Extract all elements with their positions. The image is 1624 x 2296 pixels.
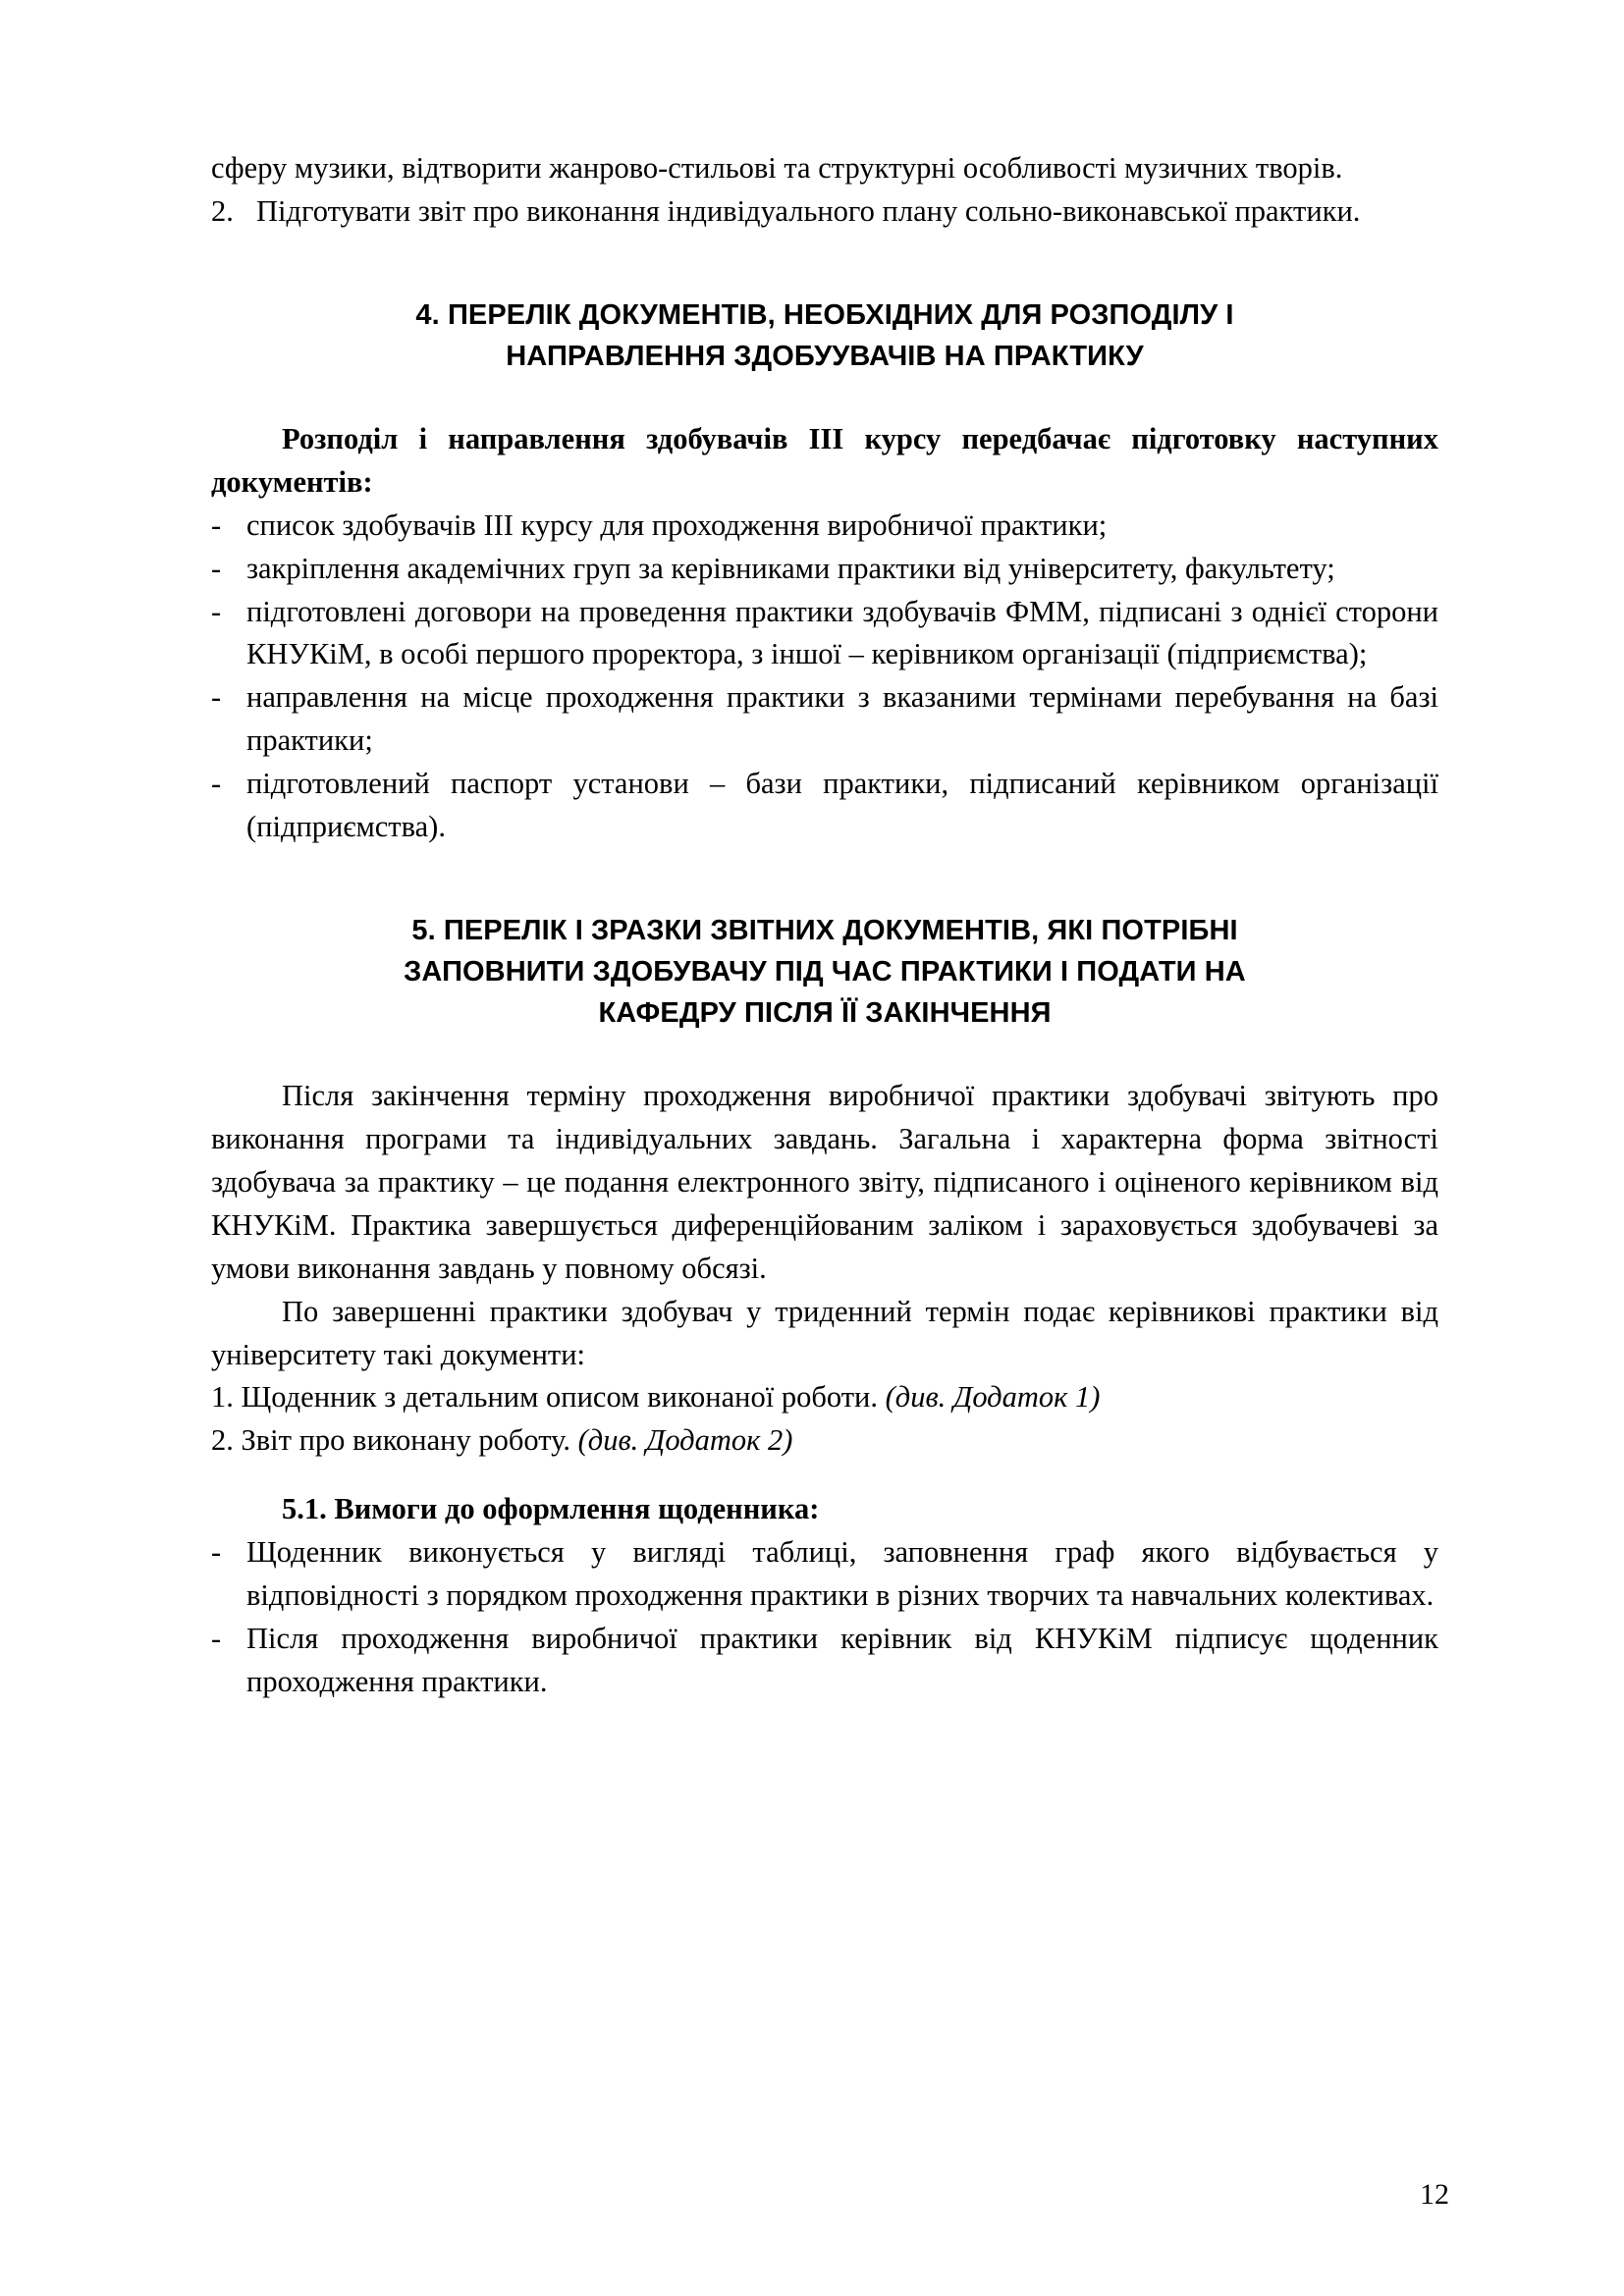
list-item: [211, 505, 1438, 548]
section-4-list: [211, 505, 1438, 849]
dash-bullet-icon: -: [211, 594, 222, 628]
section-5-heading-line2: ЗАПОВНИТИ ЗДОБУВАЧУ ПІД ЧАС ПРАКТИКИ І ПОДАТИ НА: [404, 956, 1246, 988]
list-item: [211, 190, 1438, 234]
section-4-lead: Розподіл і направлення здобувачів ІІІ курсу передбачає підготовку наступних документів:: [211, 421, 1438, 499]
list-item: [211, 591, 1438, 677]
list-item-label: Щоденник виконується у вигляді таблиці, заповнення граф якого відбувається у відповідності з порядком проходження практики в різних творчих та навчальних колективах.: [246, 1535, 1438, 1613]
subsection-5-1-title: 5.1. Вимоги до оформлення щоденника:: [282, 1492, 820, 1526]
section-5-heading: [211, 910, 1438, 1034]
dash-bullet-icon: -: [211, 507, 222, 542]
section-5-paragraph-2: По завершенні практики здобувач у триденний термін подає керівникові практики від університету такі документи:: [211, 1294, 1438, 1371]
subsection-5-1-list: [211, 1531, 1438, 1704]
section-4-heading-line1: 4. ПЕРЕЛІК ДОКУМЕНТІВ, НЕОБХІДНИХ ДЛЯ РОЗПОДІЛУ І: [415, 298, 1234, 331]
section-5-heading-line1: 5. ПЕРЕЛІК І ЗРАЗКИ ЗВІТНИХ ДОКУМЕНТІВ, ЯКІ ПОТРІБНІ: [411, 914, 1238, 946]
list-item: [211, 548, 1438, 591]
page-content: [211, 147, 1438, 1704]
list-item-label: направлення на місце проходження практики з вказаними термінами перебування на базі практики;: [246, 680, 1438, 758]
numbered-item-1-text: 1. Щоденник з детальним описом виконаної роботи.: [211, 1380, 886, 1415]
list-item: [211, 676, 1438, 763]
list-item-label: Підготувати звіт про виконання індивідуального плану сольно-виконавської практики.: [256, 193, 1361, 228]
dash-bullet-icon: -: [211, 1535, 222, 1570]
section-5-numbered-item-1: [211, 1376, 1438, 1419]
list-item: [211, 1618, 1438, 1704]
section-4-heading-line2: НАПРАВЛЕННЯ ЗДОБУУВАЧІВ НА ПРАКТИКУ: [506, 340, 1144, 372]
top-numbered-list: [211, 190, 1438, 234]
section-5-numbered-item-2: [211, 1419, 1438, 1463]
section-4-heading: [211, 294, 1438, 377]
list-item: [211, 1531, 1438, 1618]
numbered-item-1-note: (див. Додаток 1): [885, 1380, 1101, 1415]
dash-bullet-icon: -: [211, 680, 222, 715]
numbered-item-2-note: (див. Додаток 2): [577, 1423, 793, 1458]
list-item-number: 2.: [211, 193, 234, 228]
dash-bullet-icon: -: [211, 1621, 222, 1655]
list-item-label: закріплення академічних груп за керівниками практики від університету, факультету;: [246, 551, 1335, 585]
page-number: 12: [1420, 2178, 1449, 2211]
list-item: [211, 763, 1438, 849]
list-item-label: список здобувачів ІІІ курсу для проходження виробничої практики;: [246, 507, 1108, 542]
dash-bullet-icon: -: [211, 551, 222, 585]
section-5-paragraph-1: Після закінчення терміну проходження виробничої практики здобувачі звітують про виконання програми та індивідуальних завдань. Загальна і характерна форма звітності здобувача за практику – це подання електронного звіту, підписаного і оціненого керівником від КНУКіМ. Практика завершується диференційованим заліком і зараховується здобувачеві за умови виконання завдань у повному обсязі.: [211, 1079, 1438, 1285]
list-item-label: підготовлені договори на проведення практики здобувачів ФММ, підписані з однієї сторони КНУКіМ, в особі першого проректора, з іншої – керівником організації (підприємства);: [246, 594, 1438, 671]
dash-bullet-icon: -: [211, 767, 222, 801]
list-item-label: підготовлений паспорт установи – бази практики, підписаний керівником організації (підприємства).: [246, 767, 1438, 844]
paragraph-continuation: сферу музики, відтворити жанрово-стильові та структурні особливості музичних творів.: [211, 151, 1343, 185]
list-item-label: Після проходження виробничої практики керівник від КНУКіМ підписує щоденник проходження практики.: [246, 1621, 1438, 1698]
numbered-item-2-text: 2. Звіт про виконану роботу.: [211, 1423, 578, 1458]
section-5-heading-line3: КАФЕДРУ ПІСЛЯ ЇЇ ЗАКІНЧЕННЯ: [598, 997, 1052, 1030]
